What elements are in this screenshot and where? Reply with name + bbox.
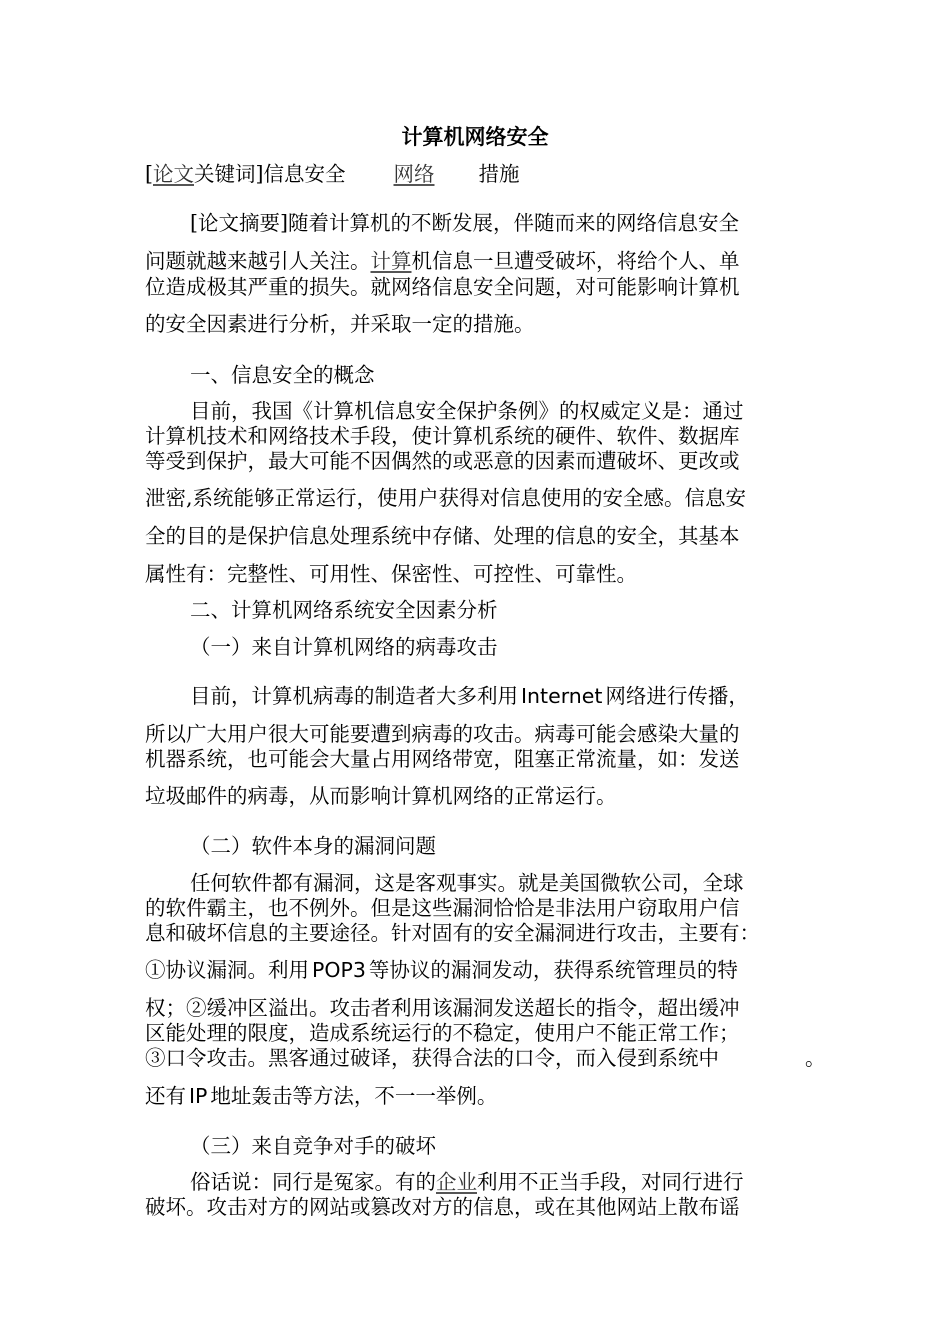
sub3-link-enterprise[interactable]: 企业 — [436, 1170, 477, 1194]
sub1-line-3: 机器系统，也可能会大量占用网络带宽，阻塞正常流量，如：发送 — [145, 747, 740, 771]
sub2-line-6: 区能处理的限度，造成系统运行的不稳定，使用户不能正常工作； — [145, 1021, 740, 1045]
subsection-heading-2: （二）软件本身的漏洞问题 — [190, 834, 436, 858]
sub2-trailing-period: 。 — [805, 1046, 826, 1070]
section1-line-6: 属性有：完整性、可用性、保密性、可控性、可靠性。 — [145, 562, 637, 586]
sub2-text: ③口令攻击。黑客通过破译，获得合法的口令，而入侵到系统中 — [145, 1046, 719, 1070]
sub2-line-2: 的软件霸主，也不例外。但是这些漏洞恰恰是非法用户窃取用户信 — [145, 896, 740, 920]
sub3-text: 俗话说：同行是冤家。有的 — [190, 1170, 436, 1194]
subsection-heading-3: （三）来自竞争对手的破坏 — [190, 1134, 436, 1158]
keyword-link-network[interactable]: 网络 — [393, 162, 435, 186]
sub2-term-ip: IP — [189, 1084, 208, 1108]
section1-line-3: 等受到保护，最大可能不因偶然的或恶意的因素而遭破坏、更改或 — [145, 449, 740, 473]
sub1-line-2: 所以广大用户很大可能要遭到病毒的攻击。病毒可能会感染大量的 — [145, 722, 740, 746]
sub2-line-5: 权；②缓冲区溢出。攻击者利用该漏洞发送超长的指令，超出缓冲 — [145, 996, 740, 1020]
sub1-text: 目前，计算机病毒的制造者大多利用 — [190, 684, 518, 708]
sub1-term-internet: Internet — [521, 684, 603, 708]
subsection-heading-1: （一）来自计算机网络的病毒攻击 — [190, 635, 498, 659]
abstract-text: 问题就越来越引人关注。 — [145, 249, 371, 273]
sub2-line-7 — [145, 1045, 826, 1071]
sub2-line-4 — [145, 957, 815, 983]
keyword-measures: 措施 — [478, 162, 520, 186]
sub2-line-1: 任何软件都有漏洞，这是客观事实。就是美国微软公司，全球 — [190, 871, 744, 895]
sub2-text: 等协议的漏洞发动，获得系统管理员的特 — [368, 958, 738, 982]
keywords-bracket: [ — [145, 162, 153, 186]
abstract-link-computer[interactable]: 计算 — [370, 249, 412, 273]
keywords-line — [145, 161, 815, 187]
sub2-line-3: 息和破坏信息的主要途径。针对固有的安全漏洞进行攻击，主要有： — [145, 921, 760, 945]
sub3-text: 利用不正当手段，对同行进行 — [477, 1170, 744, 1194]
keyword-link-paper[interactable]: 论文 — [153, 162, 194, 186]
abstract-text: 机信息一旦遭受破坏，将给个人、单 — [411, 249, 740, 273]
sub1-line-4: 垃圾邮件的病毒，从而影响计算机网络的正常运行。 — [145, 784, 617, 808]
section1-line-4: 泄密,系统能够正常运行，使用户获得对信息使用的安全感。信息安 — [145, 486, 747, 510]
sub2-text: 地址轰击等方法，不一一举例。 — [210, 1084, 498, 1108]
abstract-line-1: [论文摘要]随着计算机的不断发展，伴随而来的网络信息安全 — [190, 211, 739, 235]
abstract-line-3: 位造成极其严重的损失。就网络信息安全问题，对可能影响计算机 — [145, 275, 740, 299]
sub3-line-1 — [190, 1169, 815, 1195]
section1-line-5: 全的目的是保护信息处理系统中存储、处理的信息的安全，其基本 — [145, 524, 740, 548]
sub2-text: 还有 — [145, 1084, 186, 1108]
section-heading-1: 一、信息安全的概念 — [190, 363, 375, 387]
keywords-label: 关键词]信息安全 — [194, 162, 346, 186]
sub2-text: ①协议漏洞。利用 — [145, 958, 309, 982]
sub1-line-1 — [190, 683, 815, 709]
sub3-line-2: 破坏。攻击对方的网站或篡改对方的信息，或在其他网站上散布谣 — [145, 1195, 740, 1219]
sub2-line-8 — [145, 1083, 815, 1109]
document-title: 计算机网络安全 — [401, 125, 549, 149]
section1-line-1: 目前，我国《计算机信息安全保护条例》的权威定义是：通过 — [190, 399, 744, 423]
sub2-term-pop3: POP3 — [312, 958, 366, 982]
abstract-line-4: 的安全因素进行分析，并采取一定的措施。 — [145, 312, 535, 336]
section1-line-2: 计算机技术和网络技术手段，使计算机系统的硬件、软件、数据库 — [145, 424, 740, 448]
abstract-line-2 — [145, 248, 815, 274]
sub1-text: 网络进行传播， — [605, 684, 749, 708]
section-heading-2: 二、计算机网络系统安全因素分析 — [190, 598, 498, 622]
